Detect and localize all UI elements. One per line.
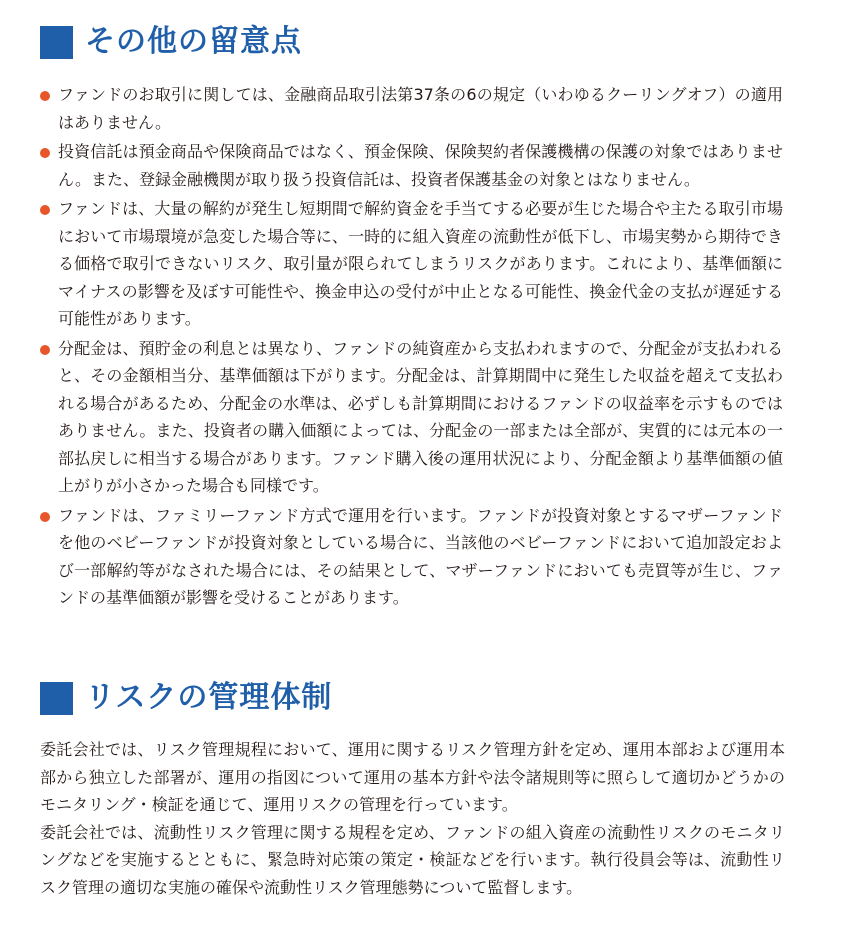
bullet-dot-icon: [40, 148, 50, 158]
section-title: その他の留意点: [85, 24, 302, 59]
bullet-dot-icon: [40, 91, 50, 101]
section-heading-risk-management: [40, 678, 332, 718]
list-item-text: ファンドは、ファミリーファンド方式で運用を行います。ファンドが投資対象とするマザーファンドを他のベビーファンドが投資対象としている場合に、当該他のベビーファンドにおいて追加設定および一部解約等がなされた場合には、その結果として、マザーファンドにおいても売買等が生じ、ファンドの基準価額が影響を受けることがあります。: [58, 505, 783, 607]
list-item: [38, 502, 783, 612]
list-item-text: 投資信託は預金商品や保険商品ではなく、預金保険、保険契約者保護機構の保護の対象ではありません。また、登録金融機関が取り扱う投資信託は、投資者保護基金の対象とはなりません。: [58, 142, 783, 189]
bullet-dot-icon: [40, 205, 50, 215]
list-item: [38, 138, 783, 193]
notes-list: [38, 81, 783, 614]
risk-management-body: [40, 736, 785, 901]
bullet-dot-icon: [40, 512, 50, 522]
heading-square-icon: [40, 26, 73, 59]
paragraph: 委託会社では、流動性リスク管理に関する規程を定め、ファンドの組入資産の流動性リスクのモニタリングなどを実施するとともに、緊急時対応策の策定・検証などを行います。執行役員会等は、流動性リスク管理の適切な実施の確保や流動性リスク管理態勢について監督します。: [40, 822, 785, 897]
list-item: [38, 195, 783, 333]
list-item-text: ファンドのお取引に関しては、金融商品取引法第37条の6の規定（いわゆるクーリングオフ）の適用はありません。: [58, 85, 783, 132]
list-item-text: ファンドは、大量の解約が発生し短期間で解約資金を手当てする必要が生じた場合や主たる取引市場において市場環境が急変した場合等に、一時的に組入資産の流動性が低下し、市場実勢から期待できる価格で取引できないリスク、取引量が限られてしまうリスクがあります。これにより、基準価額にマイナスの影響を及ぼす可能性や、換金申込の受付が中止となる可能性、換金代金の支払が遅延する可能性があります。: [58, 199, 783, 328]
bullet-dot-icon: [40, 345, 50, 355]
section-heading-other-notes: [40, 22, 302, 62]
list-item: [38, 81, 783, 136]
list-item: [38, 335, 783, 500]
list-item-text: 分配金は、預貯金の利息とは異なり、ファンドの純資産から支払われますので、分配金が支払われると、その金額相当分、基準価額は下がります。分配金は、計算期間中に発生した収益を超えて支払われる場合があるため、分配金の水準は、必ずしも計算期間におけるファンドの収益率を示すものではありません。また、投資者の購入価額によっては、分配金の一部または全部が、実質的には元本の一部払戻しに相当する場合があります。ファンド購入後の運用状況により、分配金額より基準価額の値上がりが小さかった場合も同様です。: [58, 338, 783, 495]
paragraph: 委託会社では、リスク管理規程において、運用に関するリスク管理方針を定め、運用本部および運用本部から独立した部署が、運用の指図について運用の基本方針や法令諸規則等に照らして適切かどうかのモニタリング・検証を通じて、運用リスクの管理を行っています。: [40, 740, 785, 814]
section-title: リスクの管理体制: [85, 680, 333, 715]
heading-square-icon: [40, 682, 73, 715]
